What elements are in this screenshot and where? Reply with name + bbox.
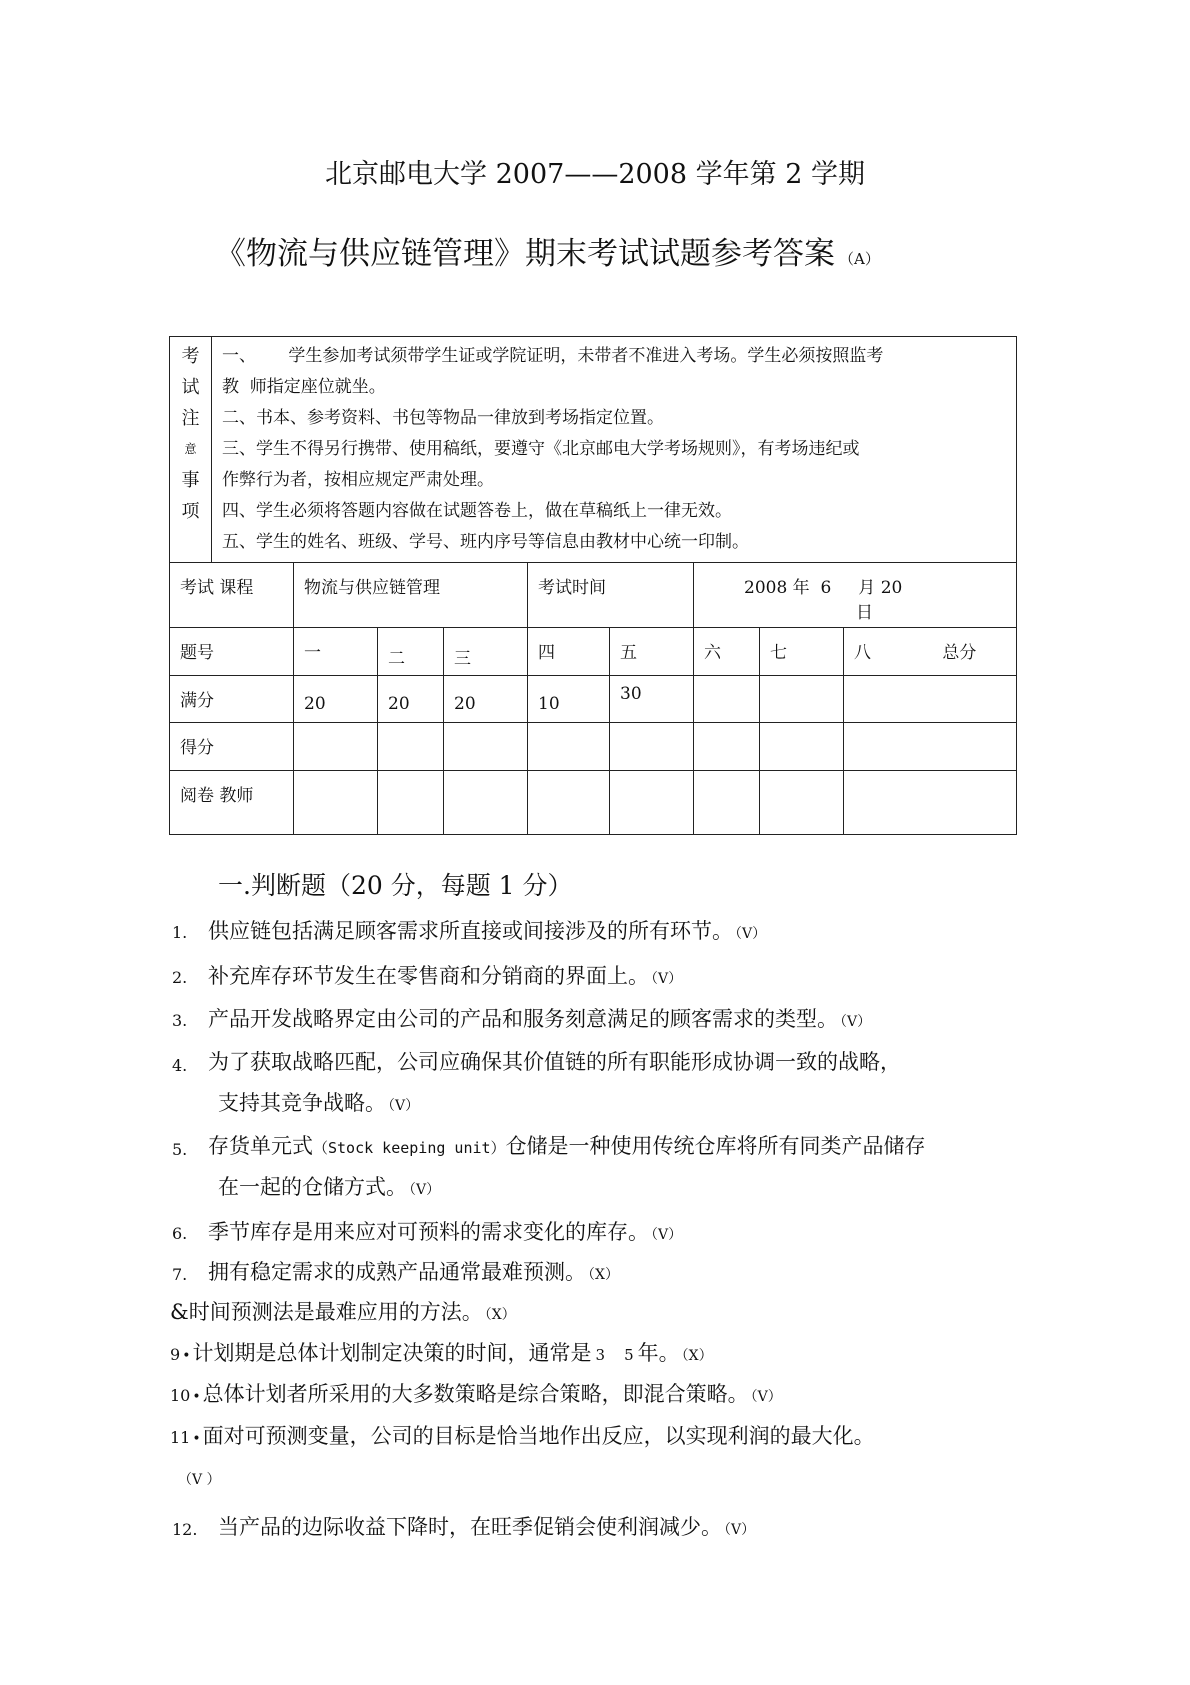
bullet-icon: • [192, 1389, 201, 1405]
question-answer: （V） [651, 1227, 683, 1243]
full-score-5: 30 [610, 676, 694, 723]
question-number: 5. [172, 1140, 188, 1159]
bullet-icon: • [192, 1431, 201, 1447]
exam-title-text: 《物流与供应链管理》期末考试试题参考答案 [215, 236, 835, 272]
question-3 [208, 1003, 871, 1033]
question-answer: （X） [484, 1307, 516, 1323]
earned-score-cell [610, 723, 694, 771]
exam-variant: （A） [839, 250, 880, 268]
notes-heading-char: 项 [181, 501, 200, 522]
question-text: 总体计划者所采用的大多数策略是综合策略，即混合策略。 [202, 1382, 749, 1406]
question-number: 2. [172, 968, 188, 987]
question-text: 支持其竞争战略。 [218, 1091, 386, 1115]
earned-score-cell [444, 723, 528, 771]
question-4-continued [218, 1087, 419, 1117]
question-11 [170, 1420, 875, 1450]
question-column-4: 四 [528, 628, 610, 676]
question-number: 9 [170, 1345, 181, 1364]
question-4: 为了获取战略匹配，公司应确保其价值链的所有职能形成协调一致的战略， [208, 1050, 901, 1074]
question-number: 7. [172, 1265, 188, 1284]
earned-score-label: 得分 [170, 723, 294, 771]
full-score-4: 10 [528, 676, 610, 723]
note-line: 三、学生不得另行携带、使用稿纸，要遵守《北京邮电大学考场规则》，有考场违纪或 [222, 439, 860, 459]
exam-info-table [169, 336, 1017, 835]
course-value: 物流与供应链管理 [294, 563, 528, 628]
exam-time-day: 日 [856, 603, 873, 623]
question-answer: （V） [409, 1182, 441, 1198]
question-text: &时间预测法是最难应用的方法。 [170, 1300, 483, 1324]
question-text: 仓储是一种使用传统仓库将所有同类产品储存 [505, 1134, 926, 1158]
notes-heading-char: 考 [181, 346, 200, 367]
earned-score-cell [844, 723, 1017, 771]
question-column-8-label: 八 [854, 643, 871, 663]
earned-score-cell [694, 723, 760, 771]
question-text: 当产品的边际收益下降时，在旺季促销会使利润减少。 [218, 1515, 722, 1539]
section-1-title: 一.判断题（20 分，每题 1 分） [218, 871, 573, 900]
course-label: 考试 课程 [170, 563, 294, 628]
exam-time-date: 2008 年 6 月 20 [744, 578, 903, 598]
question-text: 季节库存是用来应对可预料的需求变化的库存。 [208, 1220, 649, 1244]
exam-time-label: 考试时间 [528, 563, 694, 628]
question-11-answer-line [176, 1465, 221, 1489]
question-number: 3. [172, 1011, 188, 1030]
question-text: 计划期是总体计划制定决策的时间，通常是 [192, 1341, 592, 1365]
question-text: 面对可预测变量，公司的目标是恰当地作出反应，以实现利润的最大化。 [202, 1424, 875, 1448]
question-answer: （V） [388, 1098, 420, 1114]
question-column-3: 三 [444, 628, 528, 676]
question-range: 3 5 [595, 1346, 634, 1364]
question-number: 11 [170, 1428, 191, 1447]
question-column-7: 七 [760, 628, 844, 676]
full-score-7 [760, 676, 844, 723]
grader-label: 阅卷 教师 [170, 771, 294, 835]
university-term-title: 北京邮电大学 2007——2008 学年第 2 学期 [325, 159, 865, 190]
question-7 [208, 1256, 619, 1286]
earned-score-cell [760, 723, 844, 771]
question-number-label: 题号 [170, 628, 294, 676]
bullet-icon: • [182, 1348, 191, 1364]
question-answer: （X） [588, 1267, 619, 1283]
question-text: 产品开发战略界定由公司的产品和服务刻意满足的顾客需求的类型。 [208, 1007, 838, 1031]
note-line: 二、书本、参考资料、书包等物品一律放到考场指定位置。 [222, 408, 664, 428]
question-text: 年。 [637, 1341, 680, 1365]
question-answer: （V） [724, 1522, 756, 1538]
question-column-6: 六 [694, 628, 760, 676]
earned-score-cell [378, 723, 444, 771]
notes-heading-char: 注 [181, 408, 200, 429]
note-line: 教 师指定座位就坐。 [222, 377, 386, 397]
earned-score-cell [294, 723, 378, 771]
total-score-label: 总分 [942, 643, 977, 663]
question-9 [170, 1337, 713, 1367]
grader-cell [294, 771, 378, 835]
question-answer: （V） [735, 926, 767, 942]
full-score-8 [844, 676, 1017, 723]
question-2 [208, 960, 682, 990]
question-text: 拥有稳定需求的成熟产品通常最难预测。 [208, 1260, 586, 1284]
question-answer: （V） [840, 1014, 872, 1030]
question-column-2: 二 [378, 628, 444, 676]
notes-body [212, 337, 1017, 563]
question-column-8 [844, 628, 1017, 676]
question-answer: （V ） [178, 1472, 221, 1488]
note-line: 五、学生的姓名、班级、学号、班内序号等信息由教材中心统一印制。 [222, 532, 749, 552]
question-number: 10 [170, 1386, 191, 1405]
full-score-2: 20 [378, 676, 444, 723]
full-score-6 [694, 676, 760, 723]
earned-score-cell [528, 723, 610, 771]
full-score-3: 20 [444, 676, 528, 723]
question-column-1: 一 [294, 628, 378, 676]
question-column-5: 五 [610, 628, 694, 676]
question-8 [170, 1296, 516, 1326]
notes-heading-char: 意 [184, 442, 197, 456]
grader-cell [610, 771, 694, 835]
note-line: 一、 学生参加考试须带学生证或学院证明，未带者不准进入考场。学生必须按照监考 [222, 346, 884, 366]
exam-title [215, 228, 880, 273]
note-line: 作弊行为者，按相应规定严肃处理。 [222, 470, 494, 490]
question-5-continued [218, 1171, 440, 1201]
note-line: 四、学生必须将答题内容做在试题答卷上，做在草稿纸上一律无效。 [222, 501, 732, 521]
question-answer: （V） [750, 1389, 782, 1405]
question-number: 6. [172, 1224, 188, 1243]
notes-heading-char: 试 [181, 377, 200, 398]
question-10 [170, 1378, 782, 1408]
question-number: 4. [172, 1056, 188, 1075]
question-number: 12. [172, 1520, 198, 1539]
grader-cell [378, 771, 444, 835]
full-score-1: 20 [294, 676, 378, 723]
question-text: 补充库存环节发生在零售商和分销商的界面上。 [208, 964, 649, 988]
question-6 [208, 1216, 682, 1246]
exam-time-value [694, 563, 1017, 628]
full-score-label: 满分 [170, 676, 294, 723]
grader-cell [528, 771, 610, 835]
question-12 [218, 1511, 755, 1541]
grader-cell [444, 771, 528, 835]
question-number: 1. [172, 923, 188, 942]
grader-cell [760, 771, 844, 835]
question-answer: （V） [651, 971, 683, 987]
question-text: 在一起的仓储方式。 [218, 1175, 407, 1199]
notes-heading-char: 事 [181, 470, 200, 491]
question-term: （Stock keeping unit） [313, 1139, 506, 1157]
grader-cell [694, 771, 760, 835]
question-1 [208, 915, 766, 945]
question-answer: （X） [681, 1348, 713, 1364]
question-text: 存货单元式 [208, 1134, 313, 1158]
grader-cell [844, 771, 1017, 835]
notes-heading [170, 337, 212, 563]
question-5 [208, 1130, 926, 1160]
question-text: 供应链包括满足顾客需求所直接或间接涉及的所有环节。 [208, 919, 733, 943]
